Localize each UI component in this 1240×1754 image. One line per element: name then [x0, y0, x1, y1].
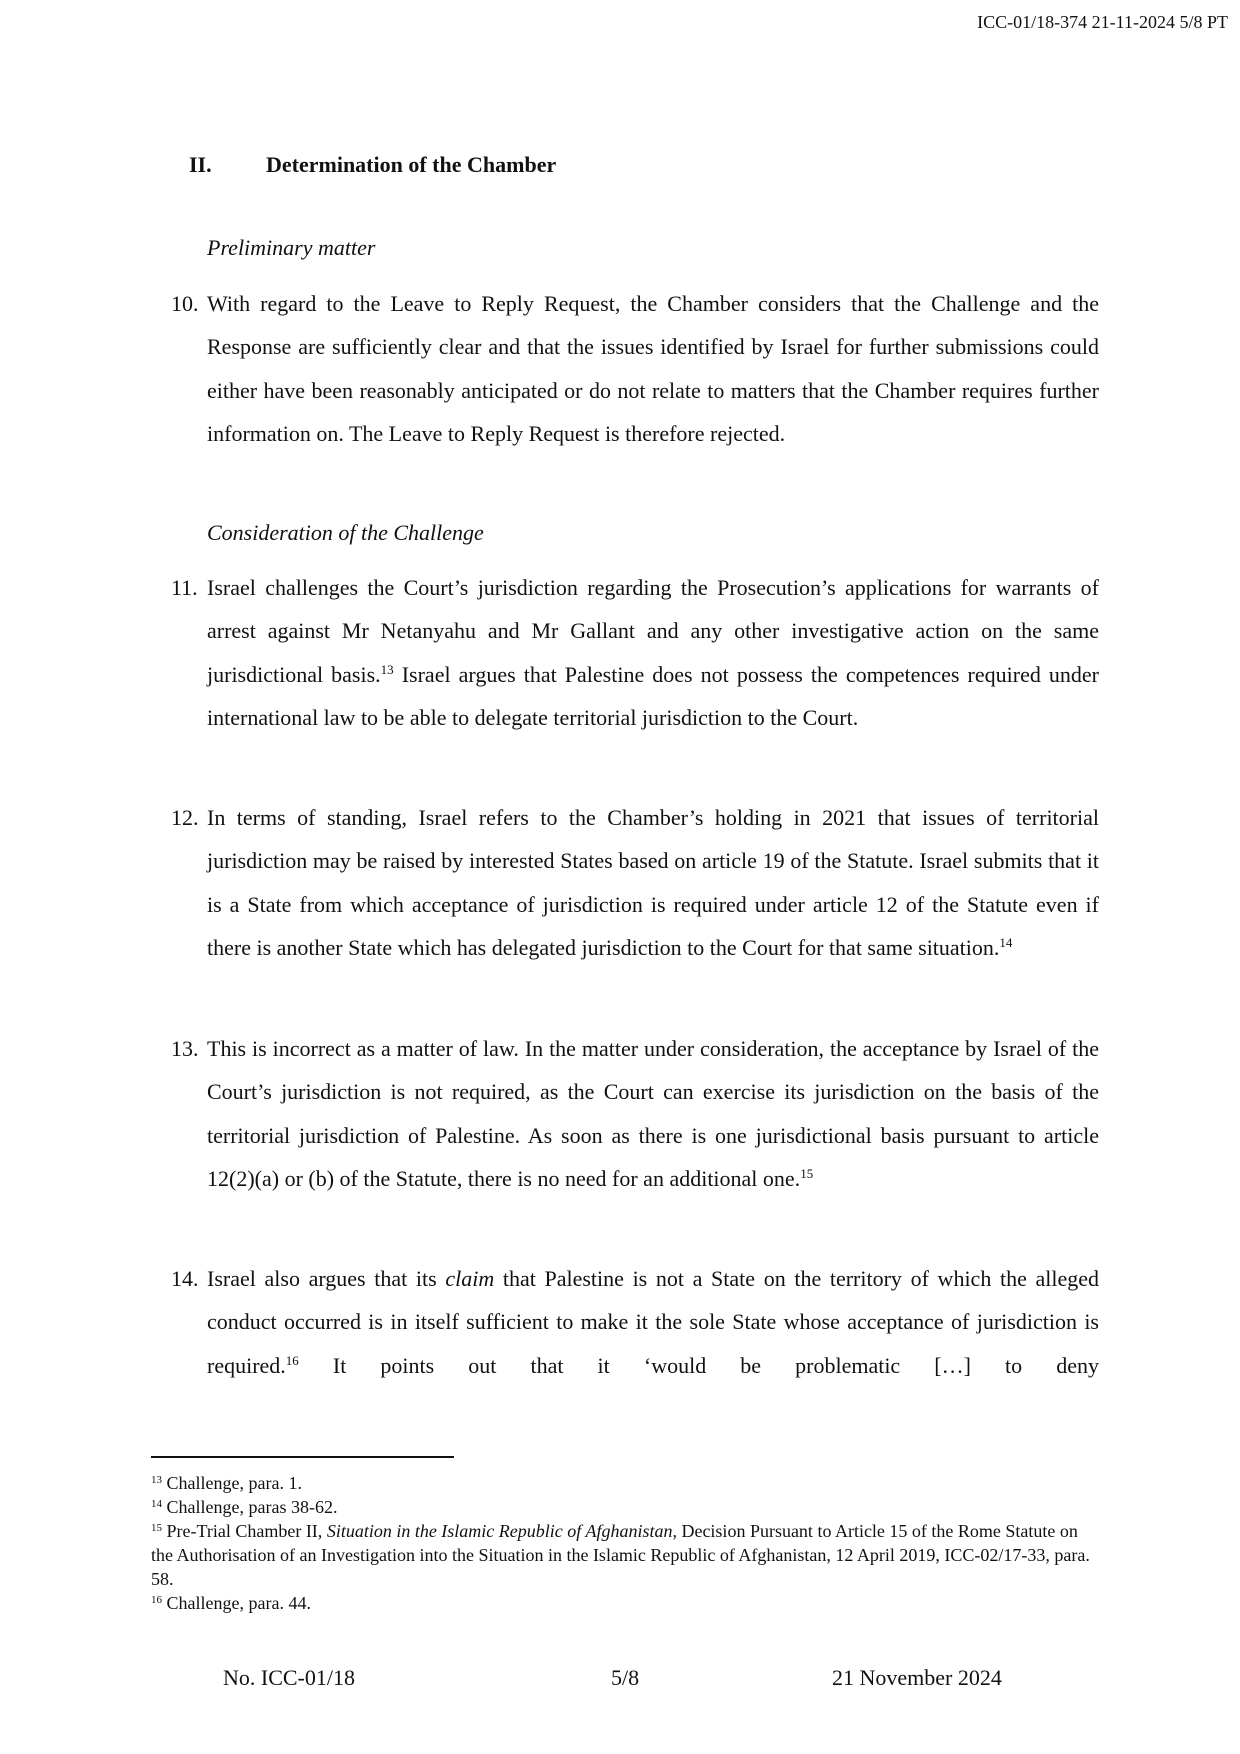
paragraph-number: 14. — [171, 1266, 199, 1291]
text-segment: It points out that it ‘would be problematic […] to deny — [298, 1352, 1099, 1378]
paragraph-text: With regard to the Leave to Reply Request, the Chamber considers that the Challenge and the Response are sufficiently clear and that the issues identified by Israel for further submissions could either have been reasonably anticipated or do not relate to matters that the Chamber requires further information on. The Leave to Reply Request is therefore rejected. — [207, 291, 1099, 447]
footer-date: 21 November 2024 — [832, 1665, 1002, 1690]
paragraph-number: 10. — [171, 291, 199, 316]
text-segment: Israel also argues that its — [207, 1266, 446, 1291]
paragraph-text — [207, 1027, 1099, 1201]
text-segment: This is incorrect as a matter of law. In the matter under consideration, the acceptance by Israel of the Court’s jurisdiction is not required, as the Court can exercise its jurisdiction on the basis of the territorial jurisdiction of Palestine. As soon as there is one jurisdictional basis pursuant to article 12(2)(a) or (b) of the Statute, there is no need for an additional one. — [207, 1036, 1099, 1192]
footnote-ref[interactable]: 13 — [380, 661, 394, 677]
paragraph-14 — [171, 1257, 1099, 1387]
footnote-14 — [151, 1495, 1099, 1519]
paragraph-10 — [171, 282, 1099, 456]
footnote-separator — [151, 1456, 454, 1458]
footnote-number: 13 — [151, 1474, 162, 1486]
footer-page-number: 5/8 — [611, 1665, 640, 1690]
footnote-number: 14 — [151, 1498, 162, 1510]
text-segment: In terms of standing, Israel refers to the Chamber’s holding in 2021 that issues of territorial jurisdiction may be raised by interested States based on article 19 of the Statute. Israel submits that it is a State from which acceptance of jurisdiction is required under article 12 of the Statute even if there is another State which has delegated jurisdiction to the Court for that same situation. — [207, 805, 1099, 961]
paragraph-12 — [171, 796, 1099, 970]
footnote-emphasis: Situation in the Islamic Republic of Afghanistan, — [326, 1521, 677, 1541]
subheading-preliminary: Preliminary matter — [207, 235, 376, 260]
footnote-text: Challenge, paras 38-62. — [166, 1497, 338, 1517]
footnote-text: Pre-Trial Chamber II, — [166, 1521, 327, 1541]
footnotes — [151, 1471, 1099, 1615]
paragraph-13 — [171, 1027, 1099, 1201]
footnote-ref[interactable]: 15 — [800, 1166, 814, 1182]
footnote-ref[interactable]: 14 — [999, 935, 1013, 951]
document-stamp: ICC-01/18-374 21-11-2024 5/8 PT — [977, 12, 1228, 32]
footnote-ref[interactable]: 16 — [285, 1352, 299, 1368]
paragraph-text — [207, 566, 1099, 740]
text-segment: Israel challenges the Court’s jurisdiction regarding the Prosecution’s applications for warrants of arrest against Mr Netanyahu and Mr Gallant and any other investigative action on the same jurisdictional basis. — [207, 575, 1099, 687]
section-title: Determination of the Chamber — [266, 152, 557, 177]
footnote-number: 16 — [151, 1594, 162, 1606]
section-number: II. — [189, 152, 212, 177]
footnote-15 — [151, 1519, 1099, 1591]
footnote-13 — [151, 1471, 1099, 1495]
paragraph-text — [207, 1257, 1099, 1387]
footer-case-number: No. ICC-01/18 — [223, 1665, 355, 1690]
paragraph-number: 12. — [171, 805, 199, 830]
footnote-number: 15 — [151, 1522, 162, 1534]
footnote-16 — [151, 1591, 1099, 1615]
paragraph-number: 11. — [171, 575, 198, 600]
paragraph-text — [207, 796, 1099, 970]
paragraph-number: 13. — [171, 1036, 199, 1061]
footnote-text: Challenge, para. 44. — [166, 1593, 311, 1613]
subheading-consideration: Consideration of the Challenge — [207, 520, 484, 545]
text-segment: that Palestine is not a State on the territory of which the alleged conduct occurred is in itself sufficient to make it the sole State whose acceptance of jurisdiction is required. — [207, 1266, 1100, 1378]
footnote-text: Challenge, para. 1. — [166, 1473, 302, 1493]
footnote-text: Decision Pursuant to Article 15 of the Rome Statute on the Authorisation of an Investigation into the Situation in the Islamic Republic of Afghanistan, 12 April 2019, ICC-02/17-33, para. 58. — [151, 1521, 1090, 1589]
paragraph-11 — [171, 566, 1099, 740]
emphasis: claim — [445, 1266, 495, 1291]
text-segment: Israel argues that Palestine does not possess the competences required under international law to be able to delegate territorial jurisdiction to the Court. — [207, 661, 1099, 731]
